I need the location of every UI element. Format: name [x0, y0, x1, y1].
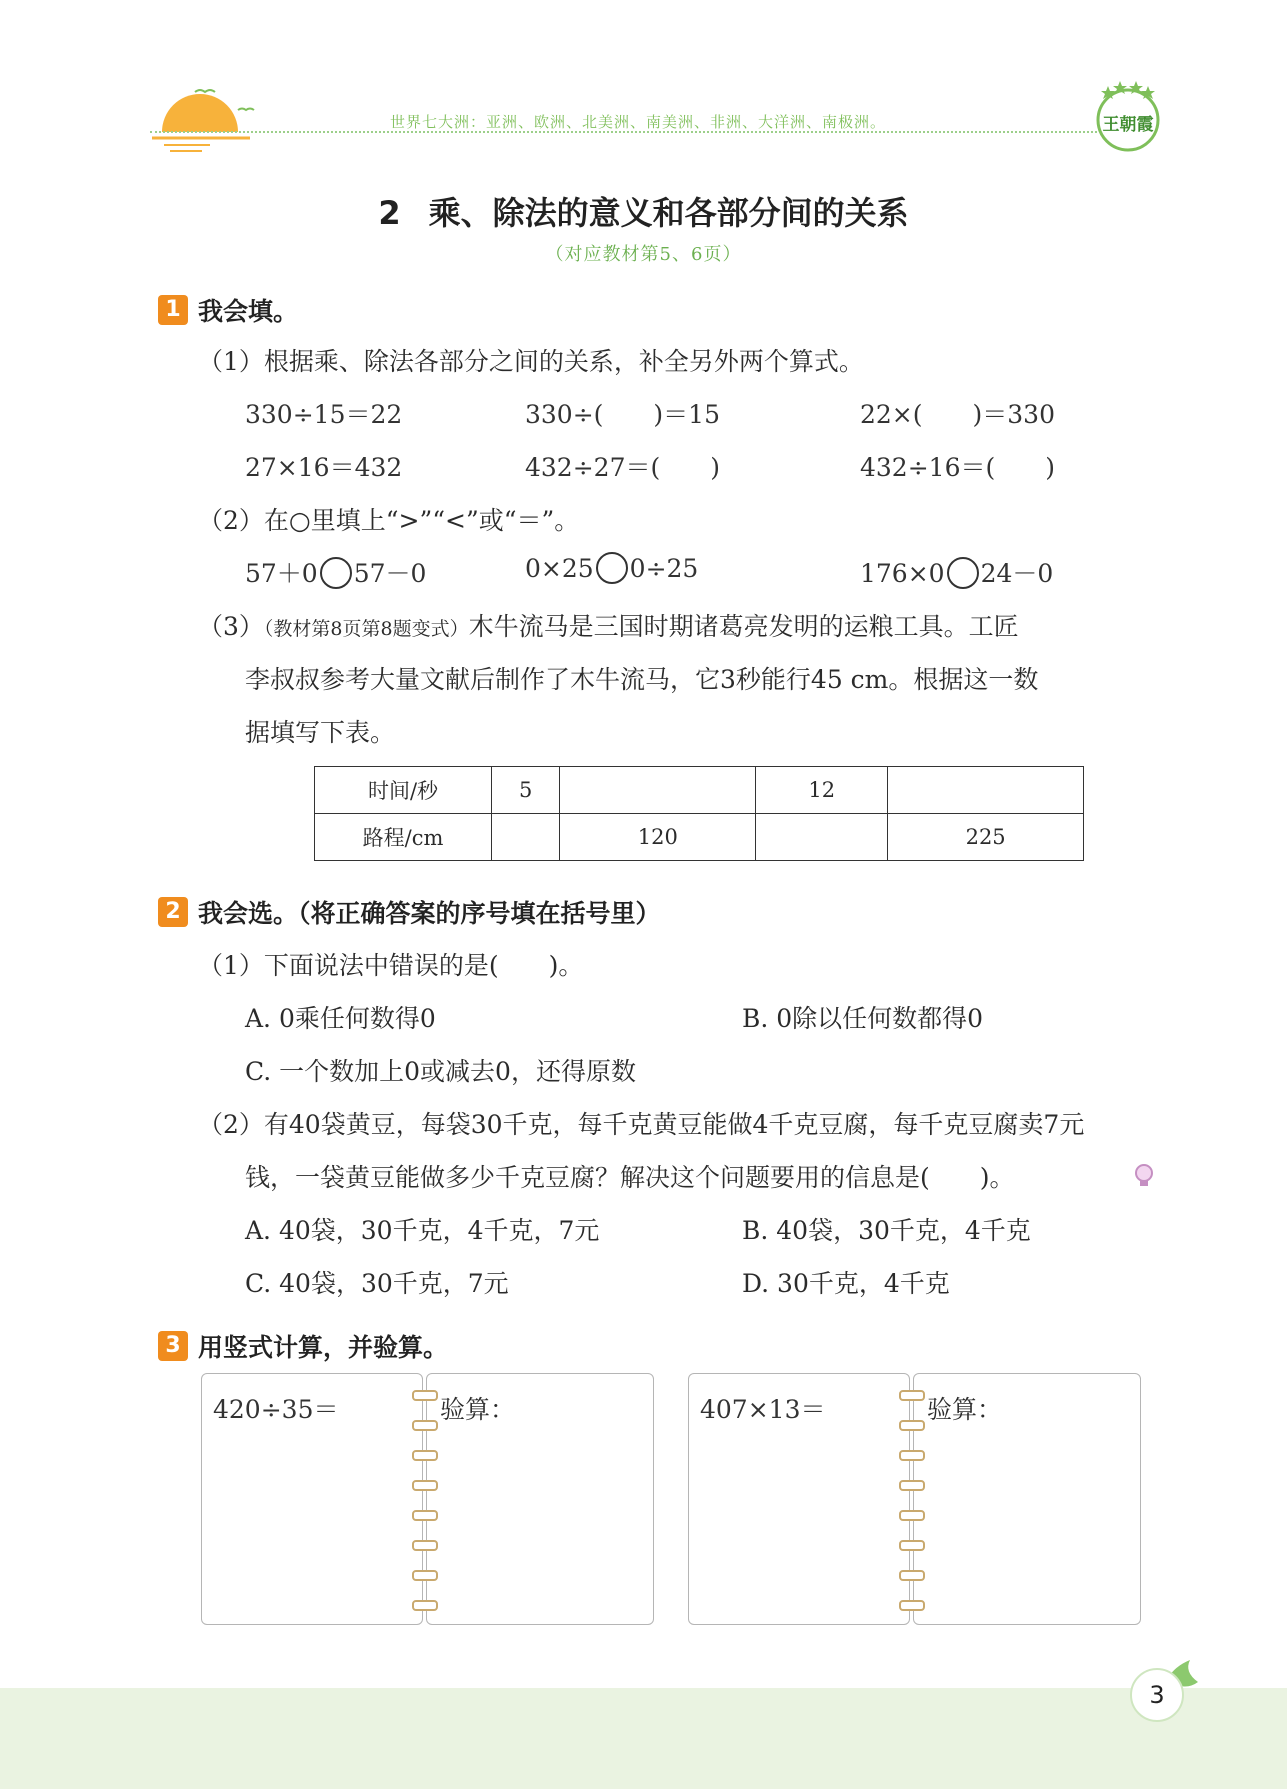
hint-bulb-icon: [1133, 1163, 1155, 1189]
compare-circle[interactable]: [947, 557, 979, 589]
s1-q1-eq: 432÷16＝( ): [860, 453, 1055, 482]
option-c[interactable]: C. 一个数加上0或减去0，还得原数: [245, 1057, 636, 1086]
table-cell-blank[interactable]: [492, 814, 560, 861]
table-cell: 5: [492, 767, 560, 814]
brand-logo: [1088, 76, 1168, 156]
textbook-reference: （对应教材第5、6页）: [545, 244, 742, 265]
table-header-cell: 时间/秒: [315, 767, 492, 814]
compare-item: [525, 554, 698, 587]
table-header-cell: 路程/cm: [315, 814, 492, 861]
s1-q3-prefix: （3）: [198, 612, 264, 641]
compare-left: 176×0: [860, 559, 945, 588]
compare-left: 0×25: [525, 554, 594, 583]
compare-right: 24－0: [980, 559, 1054, 588]
s1-q1-eq: 27×16＝432: [245, 453, 403, 482]
table-cell: 225: [888, 814, 1084, 861]
compare-left: 57＋0: [245, 559, 318, 588]
s1-q1-label: （1）根据乘、除法各部分之间的关系，补全另外两个算式。: [198, 347, 864, 376]
s1-q1-eq: 22×( )＝330: [860, 400, 1055, 429]
footer-background: [0, 1688, 1287, 1789]
s1-q3-line2: 李叔叔参考大量文献后制作了木牛流马，它3秒能行45 cm。根据这一数: [245, 665, 1039, 694]
table-cell-blank[interactable]: [560, 767, 756, 814]
compare-item: [860, 554, 1053, 592]
compare-right: 0÷25: [629, 554, 699, 583]
s1-q1-eq: 330÷15＝22: [245, 400, 403, 429]
option-d[interactable]: D. 30千克，4千克: [742, 1269, 950, 1298]
section-1-heading: [158, 292, 298, 328]
table-row: [315, 767, 1084, 814]
s1-q3-note: （教材第8页第8题变式）: [263, 618, 469, 640]
s2-q1-label: （1）下面说法中错误的是( )。: [198, 951, 584, 980]
compare-item: [245, 554, 426, 592]
check-label-1: 验算：: [440, 1395, 516, 1424]
s1-q3-line1: [198, 607, 1019, 643]
brand-logo-text: 王朝霞: [1102, 115, 1154, 135]
table-cell: 120: [560, 814, 756, 861]
section-1-badge: 1: [158, 295, 188, 325]
section-3-heading: [158, 1328, 448, 1364]
s1-q3-text1: 木牛流马是三国时期诸葛亮发明的运粮工具。工匠: [468, 612, 1019, 641]
spiral-binding: [412, 1390, 440, 1610]
time-distance-table: [314, 766, 1084, 861]
s2-q2-line1: （2）有40袋黄豆，每袋30千克，每千克黄豆能做4千克豆腐，每千克豆腐卖7元: [198, 1110, 1085, 1139]
compare-circle[interactable]: [596, 552, 628, 584]
check-label-2: 验算：: [927, 1395, 1003, 1424]
table-cell: 12: [756, 767, 888, 814]
option-c[interactable]: C. 40袋，30千克，7元: [245, 1269, 509, 1298]
s1-q2-label: （2）在○里填上“>”“<”或“＝”。: [198, 506, 580, 535]
sunset-logo: [150, 80, 260, 155]
option-b[interactable]: B. 0除以任何数都得0: [742, 1004, 984, 1033]
section-2-badge: 2: [158, 897, 188, 927]
s1-q1-eq: 330÷( )＝15: [525, 400, 720, 429]
option-b[interactable]: B. 40袋，30千克，4千克: [742, 1216, 1031, 1245]
section-2-title: 我会选。（将正确答案的序号填在括号里）: [198, 899, 661, 928]
section-3-title: 用竖式计算，并验算。: [198, 1333, 449, 1362]
spiral-binding: [899, 1390, 927, 1610]
section-2-heading: [158, 894, 661, 930]
section-3-badge: 3: [158, 1331, 188, 1361]
page-title: [0, 188, 1287, 234]
compare-circle[interactable]: [320, 557, 352, 589]
compare-right: 57－0: [353, 559, 427, 588]
table-cell-blank[interactable]: [888, 767, 1084, 814]
calc-expression-2: 407×13＝: [700, 1395, 826, 1424]
lesson-number: 2: [378, 194, 401, 232]
lesson-title: 乘、除法的意义和各部分间的关系: [428, 194, 909, 232]
page-number: 3: [1130, 1668, 1184, 1722]
table-cell-blank[interactable]: [756, 814, 888, 861]
calc-expression-1: 420÷35＝: [213, 1395, 339, 1424]
header-fact: 世界七大洲：亚洲、欧洲、北美洲、南美洲、非洲、大洋洲、南极洲。: [390, 113, 887, 131]
s1-q3-line3: 据填写下表。: [245, 718, 396, 747]
option-a[interactable]: A. 0乘任何数得0: [245, 1004, 436, 1033]
option-a[interactable]: A. 40袋，30千克，4千克，7元: [245, 1216, 600, 1245]
s1-q1-eq: 432÷27＝( ): [525, 453, 720, 482]
table-row: [315, 814, 1084, 861]
s2-q2-line2: 钱，一袋黄豆能做多少千克豆腐？解决这个问题要用的信息是( )。: [245, 1163, 1015, 1192]
section-1-title: 我会填。: [198, 297, 299, 326]
